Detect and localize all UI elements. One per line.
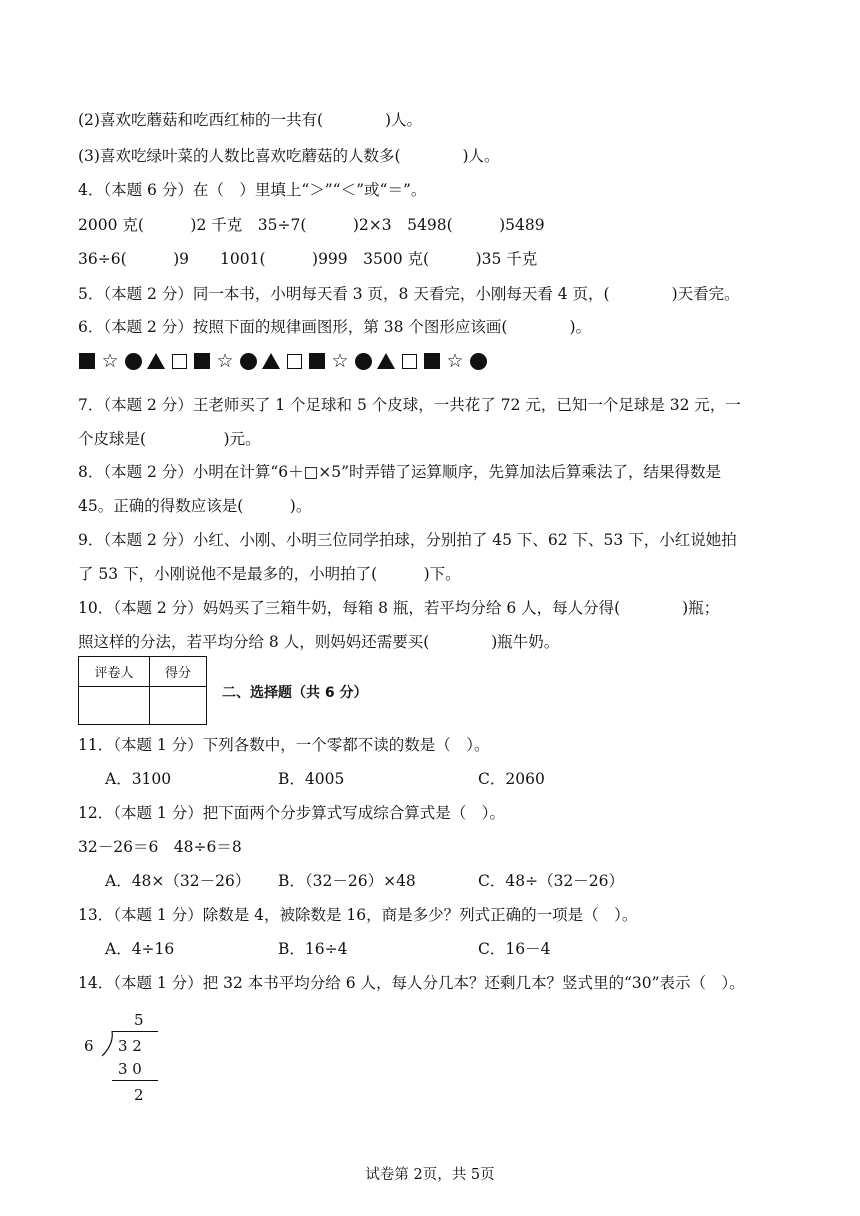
line-q5: 5．（本题 2 分）同一本书，小明每天看 3 页，8 天看完，小刚每天看 4 页，( )天看完。 [78,285,740,303]
line-q8-cont: 45。正确的得数应该是( )。 [78,497,312,515]
line-q4: 4．（本题 6 分）在（ ）里填上“＞”“＜”或“＝”。 [78,181,427,199]
square-outline-icon [170,352,188,370]
score-table-score-header: 得分 [150,657,207,687]
score-table-grader-header: 评卷人 [79,657,150,687]
line-q4-row2: 36÷6( )9 1001( )999 3500 克( )35 千克 [78,250,538,268]
line-q12-steps: 32－26＝6 48÷6＝8 [78,838,242,856]
line-q13: 13．（本题 1 分）除数是 4，被除数是 16，商是多少？列式正确的一项是（ ）。 [78,906,638,924]
division-quotient: 5 [134,1011,144,1029]
q12-option-b[interactable]: B．（32－26）×48 [278,872,416,890]
line-q10-cont: 照这样的分法，若平均分给 8 人，则妈妈还需要买( )瓶牛奶。 [78,633,560,651]
q13-option-a[interactable]: A．4÷16 [105,940,175,958]
triangle-filled-icon [147,352,165,370]
line-q11: 11．（本题 1 分）下列各数中，一个零都不读的数是（ ）。 [78,736,490,754]
triangle-filled-icon [262,352,280,370]
square-outline-icon [400,352,418,370]
star-outline-icon: ☆ [216,350,234,372]
circle-filled-icon [124,352,142,370]
square-filled-icon [308,352,326,370]
line-q6: 6．（本题 2 分）按照下面的规律画图形，第 38 个图形应该画( )。 [78,318,592,336]
q11-option-c[interactable]: C．2060 [478,770,545,788]
division-top-line [112,1031,158,1032]
star-outline-icon: ☆ [446,350,464,372]
triangle-filled-icon [377,352,395,370]
star-outline-icon: ☆ [331,350,349,372]
square-filled-icon [423,352,441,370]
q11-option-a[interactable]: A．3100 [105,770,172,788]
line-q9-cont: 了 53 下，小刚说他不是最多的，小明拍了( )下。 [78,565,461,583]
division-bracket [100,1031,114,1057]
circle-filled-icon [469,352,487,370]
division-product: 3 0 [118,1060,142,1078]
division-dividend: 3 2 [118,1037,142,1055]
line-q14: 14．（本题 1 分）把 32 本书平均分给 6 人，每人分几本？还剩几本？竖式里的“30”表示（ ）。 [78,974,745,992]
line-q4-row1: 2000 克( )2 千克 35÷7( )2×3 5498( )5489 [78,216,545,234]
q12-option-a[interactable]: A．48×（32－26） [105,872,251,890]
division-remainder: 2 [134,1086,144,1104]
shape-sequence [78,352,487,370]
score-table-score-cell[interactable] [150,687,207,725]
circle-filled-icon [354,352,372,370]
line-q8: 8．（本题 2 分）小明在计算“6＋□×5”时弄错了运算顺序，先算加法后算乘法了，结果得数是 [78,463,722,481]
line-q9: 9．（本题 2 分）小红、小刚、小明三位同学拍球，分别拍了 45 下、62 下、53 下，小红说她拍 [78,531,737,549]
square-filled-icon [78,352,96,370]
square-filled-icon [193,352,211,370]
star-outline-icon: ☆ [101,350,119,372]
line-q3-2: (2)喜欢吃蘑菇和吃西红柿的一共有( )人。 [78,111,423,129]
line-q3-3: (3)喜欢吃绿叶菜的人数比喜欢吃蘑菇的人数多( )人。 [78,147,500,165]
division-bottom-line [112,1080,158,1081]
page-footer: 试卷第 2页，共 5页 [365,1167,495,1183]
q13-option-c[interactable]: C．16－4 [478,940,551,958]
division-divisor: 6 [84,1037,94,1055]
line-q12: 12．（本题 1 分）把下面两个分步算式写成综合算式是（ ）。 [78,804,505,822]
section-title: 二、选择题（共 6 分） [222,685,368,701]
line-q10: 10．（本题 2 分）妈妈买了三箱牛奶，每箱 8 瓶，若平均分给 6 人，每人分得( )瓶； [78,599,720,617]
q13-option-b[interactable]: B．16÷4 [278,940,348,958]
q12-option-c[interactable]: C．48÷（32－26） [478,872,625,890]
square-outline-icon [285,352,303,370]
q11-option-b[interactable]: B．4005 [278,770,345,788]
line-q7-cont: 个皮球是( )元。 [78,430,261,448]
score-table [78,656,207,725]
score-table-grader-cell[interactable] [79,687,150,725]
circle-filled-icon [239,352,257,370]
line-q7: 7．（本题 2 分）王老师买了 1 个足球和 5 个皮球，一共花了 72 元，已知一个足球是 32 元，一 [78,396,741,414]
